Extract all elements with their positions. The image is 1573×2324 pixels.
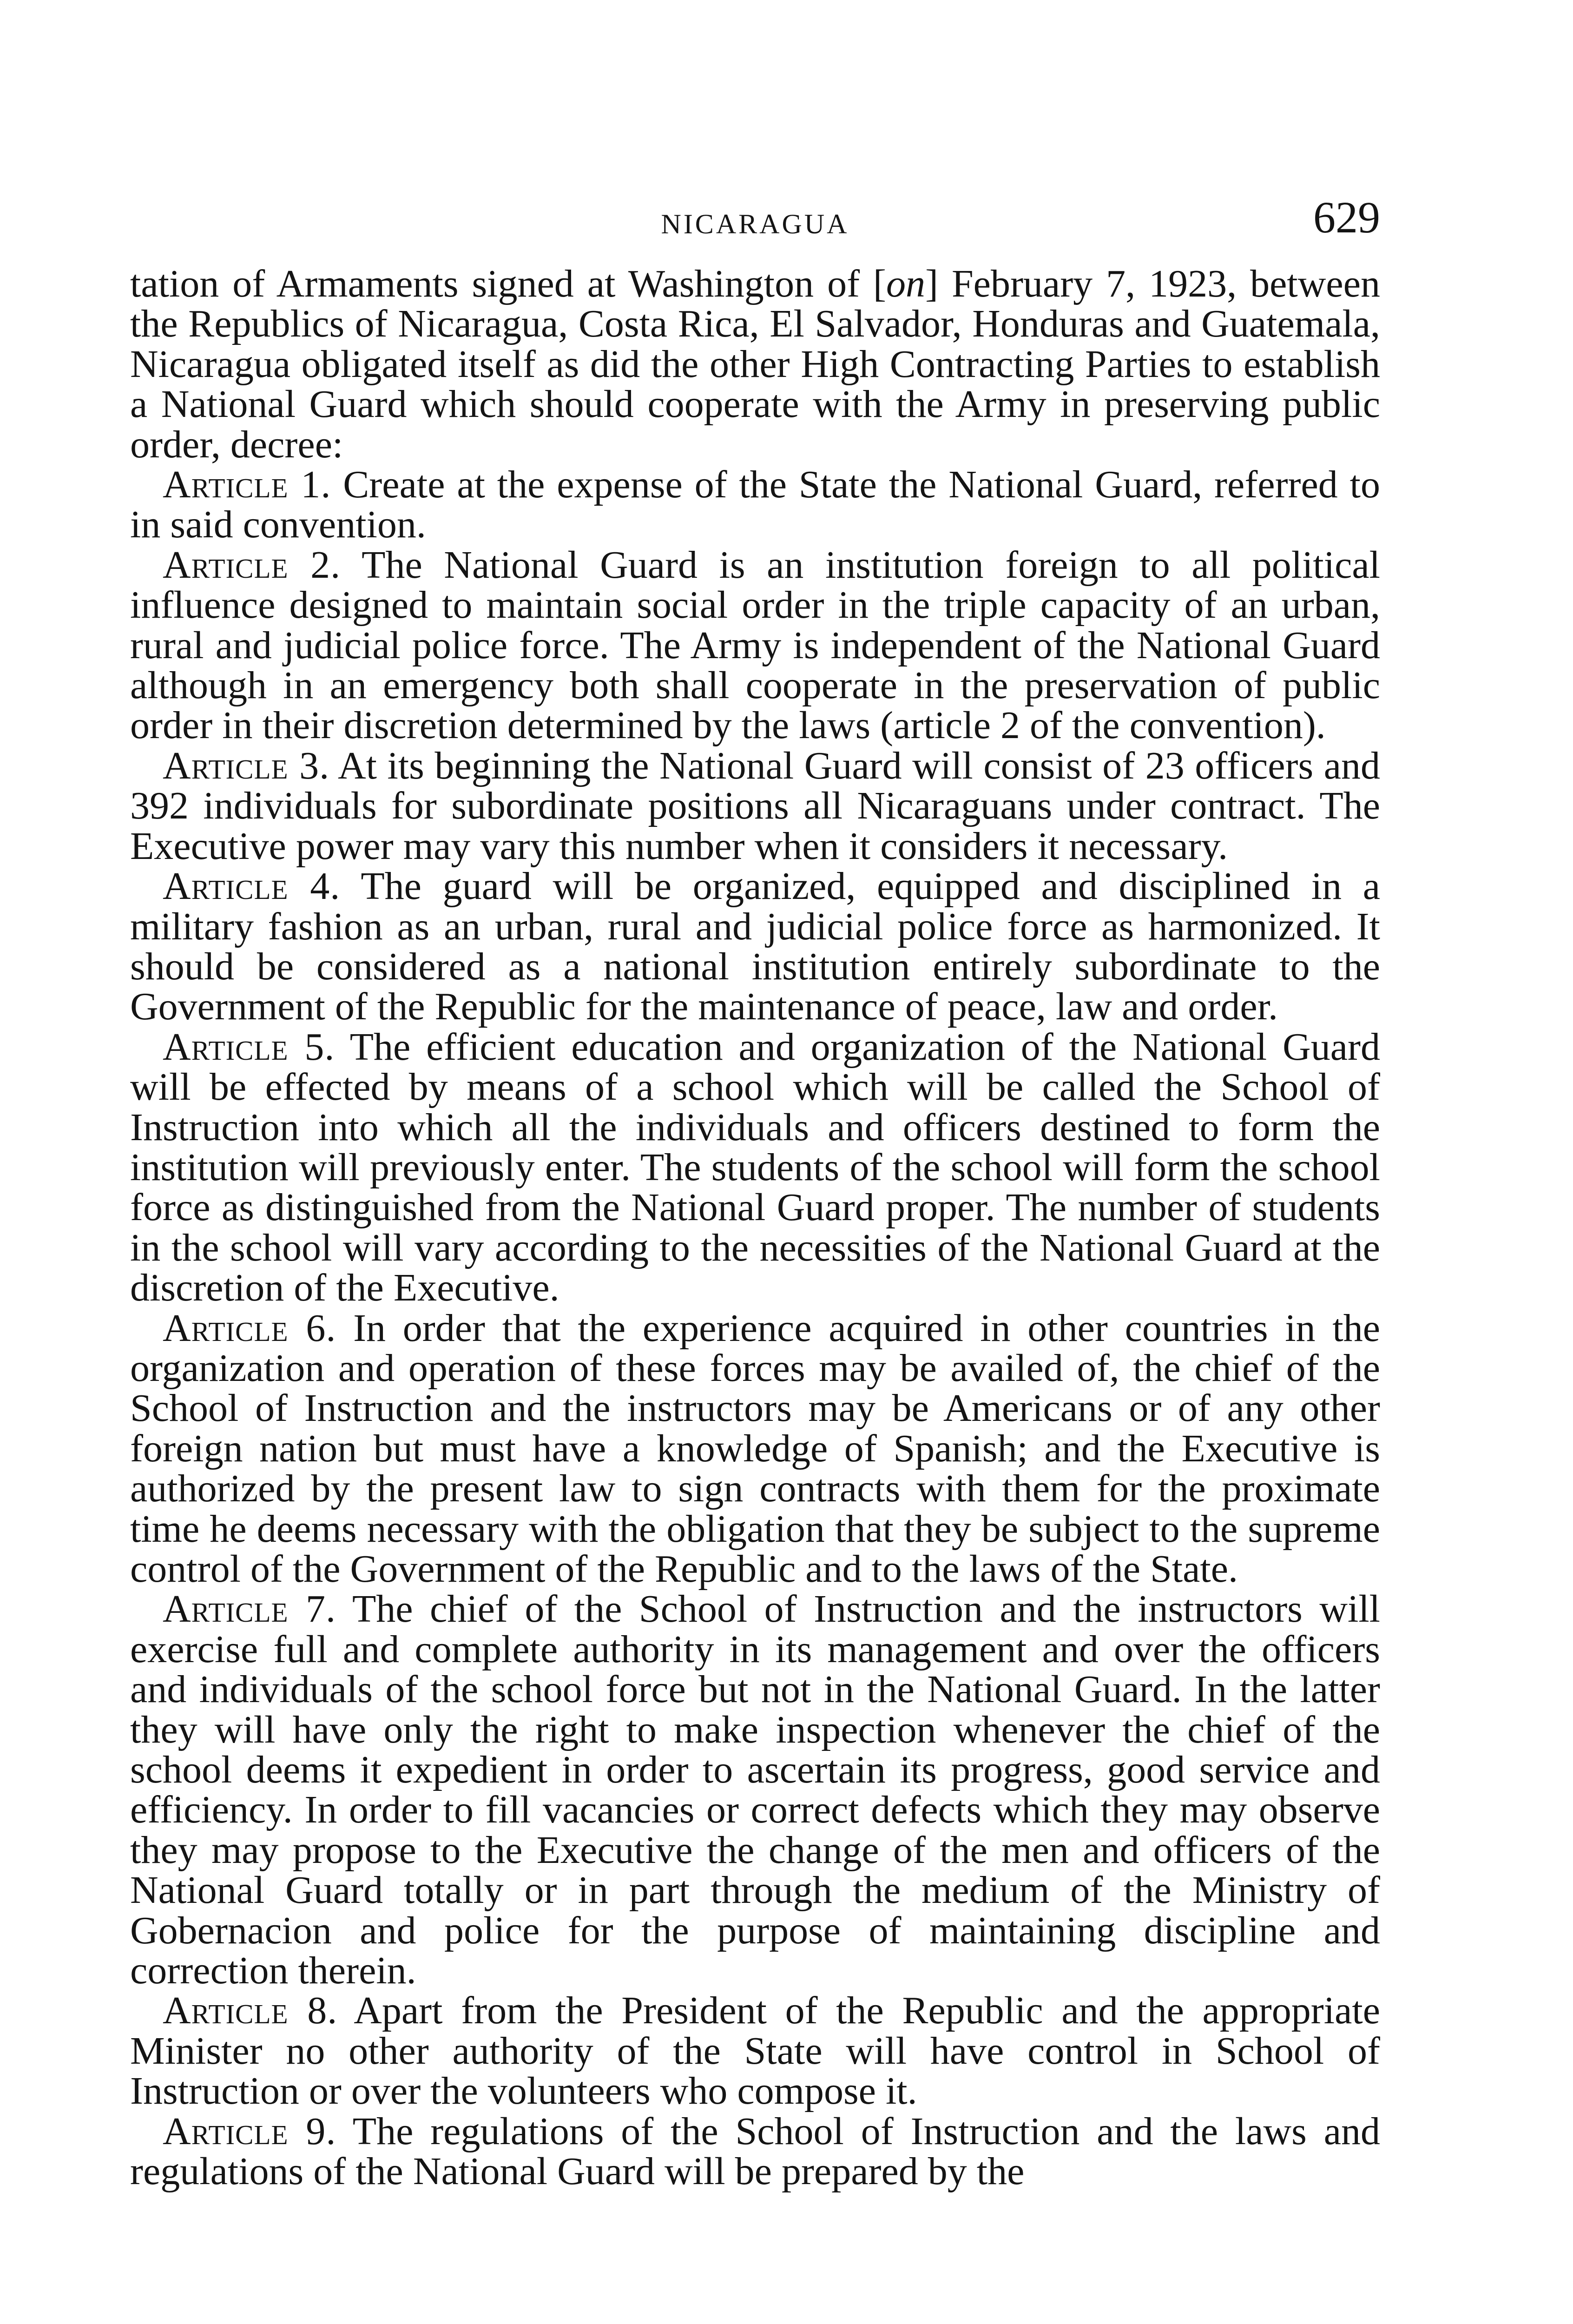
article-7 [130,1589,1380,1991]
article-text: The efficient education and organization of the National Guard will be effected by means of a school which will be called the School of Instruction into which all the individuals and officers destined to form the institution will previously enter. The students of the school will form the school force as distinguished from the National Guard proper. The number of students in the school will vary according to the necessities of the National Guard at the discretion of the Executive. [130,1025,1380,1310]
article-text: The guard will be organized, equipped and disciplined in a military fashion as an urban, rural and judicial police force as harmonized. It should be considered as a national institution entirely subordinate to the Government of the Republic for the maintenance of peace, law and order. [130,865,1380,1029]
intro-text-end: ] February 7, 1923, between the Republics of Nicaragua, Costa Rica, El Salvador, Honduras and Guatemala, Nicaragua obligated itself as did the other High Contracting Parties to establish a National Guard which should cooperate with the Army in preserving public order, decree: [130,262,1380,466]
article-6 [130,1308,1380,1590]
article-heading: Article 7. [163,1587,336,1631]
article-8 [130,1991,1380,2111]
article-4 [130,866,1380,1027]
article-heading: Article 1. [163,463,331,507]
intro-paragraph [130,264,1380,465]
article-text: The chief of the School of Instruction and the instructors will exercise full and complete authority in its management and over the officers and individuals of the school force but not in the National Guard. In the latter they will have only the right to make inspection whenever the chief of the school deems it expedient in order to ascertain its progress, good service and efficiency. In order to fill vacancies or correct defects which they may observe they may propose to the Executive the change of the men and officers of the National Guard totally or in part through the medium of the Ministry of Gobernacion and police for the purpose of maintaining discipline and correction therein. [130,1587,1380,1993]
article-2 [130,545,1380,746]
article-heading: Article 5. [163,1025,335,1069]
article-text: The regulations of the School of Instruction and the laws and regulations of the National Guard will be prepared by the [130,2109,1380,2193]
article-9 [130,2109,1380,2193]
document-page [130,192,1381,2193]
page-number: 629 [1313,192,1380,242]
article-1 [130,465,1380,545]
intro-text-start: tation of Armaments signed at Washington of [ [130,262,886,305]
article-heading: Article 4. [163,865,341,908]
article-heading: Article 9. [163,2109,336,2153]
article-text: Create at the expense of the State the National Guard, referred to in said convention. [130,463,1380,547]
running-title: NICARAGUA [661,209,849,239]
article-text: The National Guard is an institution foreign to all political influence designed to maintain social order in the triple capacity of an urban, rural and judicial police force. The Army is independent of the National Guard although in an emergency both shall cooperate in the preservation of public order in their discretion determined by the laws (article 2 of the convention). [130,543,1380,747]
article-text: In order that the experience acquired in other countries in the organization and operation of these forces may be availed of, the chief of the School of Instruction and the instructors may be Americans or of any other foreign nation but must have a knowledge of Spanish; and the Executive is authorized by the present law to sign contracts with them for the proximate time he deems necessary with the obligation that they be subject to the supreme control of the Government of the Republic and to the laws of the State. [130,1306,1380,1591]
article-heading: Article 6. [163,1306,336,1350]
intro-italic-word: on [886,262,925,305]
article-text: Apart from the President of the Republic and the appropriate Minister no other authority of the State will have control in School of Instruction or over the volunteers who compose it. [130,1989,1380,2113]
article-3 [130,746,1380,866]
article-heading: Article 3. [163,744,330,787]
article-text: At its beginning the National Guard will consist of 23 officers and 392 individuals for subordinate positions all Nicaraguans under contract. The Executive power may vary this number when it considers it necessary. [130,744,1381,868]
article-heading: Article 8. [163,1989,338,2033]
article-heading: Article 2. [163,543,341,587]
running-header [130,192,1380,251]
article-5 [130,1027,1380,1308]
